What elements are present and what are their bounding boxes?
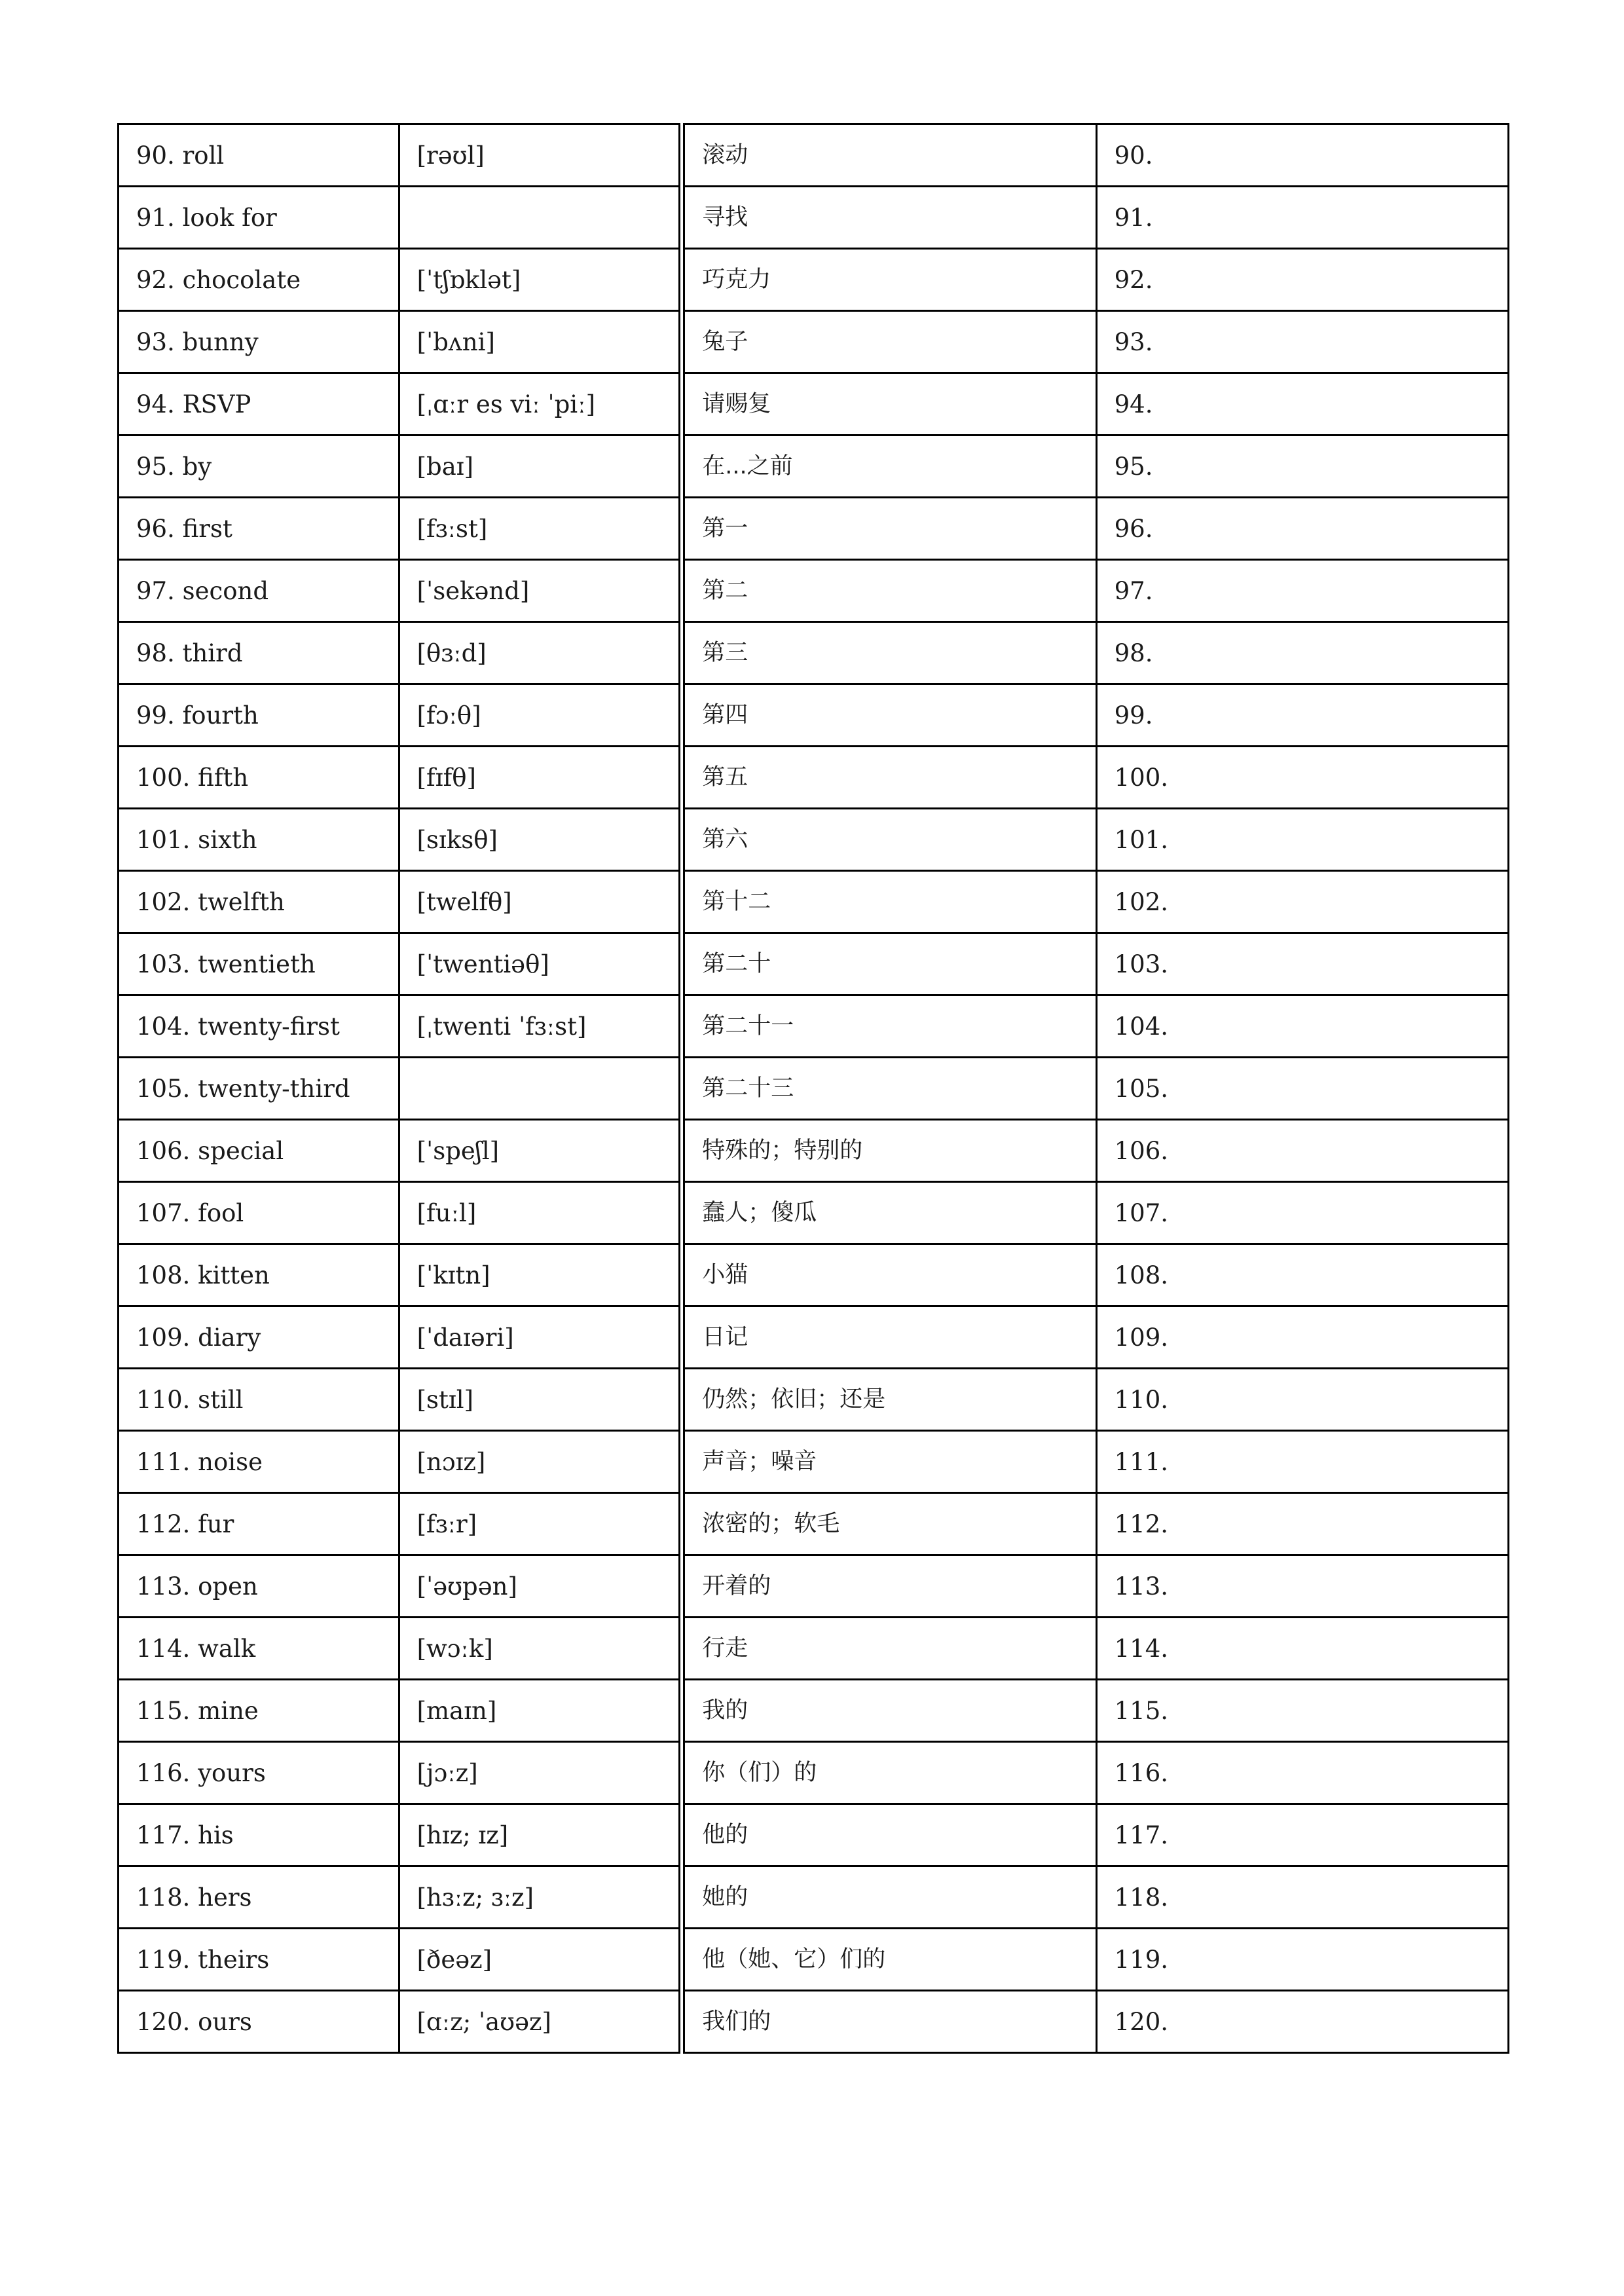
word-cell: 102. twelfth [119, 871, 399, 933]
phonetic-cell: [fuːl] [399, 1182, 682, 1244]
meaning-cell: 他（她、它）们的 [682, 1929, 1096, 1991]
meaning-cell: 小猫 [682, 1244, 1096, 1306]
phonetic-cell: [ˈsekənd] [399, 560, 682, 622]
meaning-cell: 她的 [682, 1866, 1096, 1929]
answer-blank-cell[interactable]: 93. [1096, 311, 1508, 373]
table-row [119, 1555, 1509, 1618]
phonetic-cell: [nɔɪz] [399, 1431, 682, 1493]
phonetic-cell: [sɪksθ] [399, 809, 682, 871]
answer-blank-cell[interactable]: 117. [1096, 1804, 1508, 1866]
phonetic-cell: [ˈspeʃl] [399, 1120, 682, 1182]
phonetic-cell: [ˈkɪtn] [399, 1244, 682, 1306]
table-row [119, 498, 1509, 560]
answer-blank-cell[interactable]: 94. [1096, 373, 1508, 435]
phonetic-cell: [θɜːd] [399, 622, 682, 684]
meaning-cell: 浓密的；软毛 [682, 1493, 1096, 1555]
phonetic-cell: [ˈtwentiəθ] [399, 933, 682, 995]
word-cell: 120. ours [119, 1991, 399, 2053]
word-cell: 95. by [119, 435, 399, 498]
meaning-cell: 第二十一 [682, 995, 1096, 1058]
word-cell: 112. fur [119, 1493, 399, 1555]
phonetic-cell: [stɪl] [399, 1369, 682, 1431]
meaning-cell: 第一 [682, 498, 1096, 560]
meaning-cell: 寻找 [682, 187, 1096, 249]
table-row [119, 1929, 1509, 1991]
meaning-cell: 行走 [682, 1618, 1096, 1680]
answer-blank-cell[interactable]: 112. [1096, 1493, 1508, 1555]
word-cell: 97. second [119, 560, 399, 622]
meaning-cell: 第二十三 [682, 1058, 1096, 1120]
meaning-cell: 滚动 [682, 124, 1096, 187]
table-row [119, 560, 1509, 622]
word-cell: 94. RSVP [119, 373, 399, 435]
word-cell: 106. special [119, 1120, 399, 1182]
word-cell: 115. mine [119, 1680, 399, 1742]
meaning-cell: 在...之前 [682, 435, 1096, 498]
table-row [119, 1431, 1509, 1493]
table-row [119, 1804, 1509, 1866]
answer-blank-cell[interactable]: 102. [1096, 871, 1508, 933]
phonetic-cell: [fɔːθ] [399, 684, 682, 747]
table-row [119, 1369, 1509, 1431]
word-cell: 91. look for [119, 187, 399, 249]
table-row [119, 1991, 1509, 2053]
word-cell: 119. theirs [119, 1929, 399, 1991]
word-cell: 111. noise [119, 1431, 399, 1493]
word-cell: 92. chocolate [119, 249, 399, 311]
meaning-cell: 第十二 [682, 871, 1096, 933]
table-row [119, 1618, 1509, 1680]
table-row [119, 1680, 1509, 1742]
word-cell: 105. twenty-third [119, 1058, 399, 1120]
table-row [119, 1244, 1509, 1306]
answer-blank-cell[interactable]: 104. [1096, 995, 1508, 1058]
word-cell: 113. open [119, 1555, 399, 1618]
word-cell: 103. twentieth [119, 933, 399, 995]
answer-blank-cell[interactable]: 95. [1096, 435, 1508, 498]
meaning-cell: 第三 [682, 622, 1096, 684]
meaning-cell: 你（们）的 [682, 1742, 1096, 1804]
answer-blank-cell[interactable]: 90. [1096, 124, 1508, 187]
meaning-cell: 我的 [682, 1680, 1096, 1742]
meaning-cell: 第五 [682, 747, 1096, 809]
answer-blank-cell[interactable]: 100. [1096, 747, 1508, 809]
table-row [119, 871, 1509, 933]
word-cell: 101. sixth [119, 809, 399, 871]
phonetic-cell: [hɪz; ɪz] [399, 1804, 682, 1866]
word-cell: 96. first [119, 498, 399, 560]
phonetic-cell: [fɜːr] [399, 1493, 682, 1555]
answer-blank-cell[interactable]: 97. [1096, 560, 1508, 622]
table-row [119, 249, 1509, 311]
meaning-cell: 第六 [682, 809, 1096, 871]
answer-blank-cell[interactable]: 91. [1096, 187, 1508, 249]
phonetic-cell: [ðeəz] [399, 1929, 682, 1991]
vocabulary-table [117, 123, 1509, 2054]
word-cell: 90. roll [119, 124, 399, 187]
phonetic-cell: [twelfθ] [399, 871, 682, 933]
table-row [119, 809, 1509, 871]
meaning-cell: 第二 [682, 560, 1096, 622]
table-row [119, 1306, 1509, 1369]
table-row [119, 747, 1509, 809]
meaning-cell: 他的 [682, 1804, 1096, 1866]
table-row [119, 435, 1509, 498]
word-cell: 99. fourth [119, 684, 399, 747]
phonetic-cell: [ˌɑːr es viː ˈpiː] [399, 373, 682, 435]
answer-blank-cell[interactable]: 115. [1096, 1680, 1508, 1742]
answer-blank-cell[interactable]: 92. [1096, 249, 1508, 311]
word-cell: 110. still [119, 1369, 399, 1431]
answer-blank-cell[interactable]: 114. [1096, 1618, 1508, 1680]
answer-blank-cell[interactable]: 108. [1096, 1244, 1508, 1306]
meaning-cell: 蠢人；傻瓜 [682, 1182, 1096, 1244]
table-row [119, 124, 1509, 187]
meaning-cell: 仍然；依旧；还是 [682, 1369, 1096, 1431]
word-cell: 118. hers [119, 1866, 399, 1929]
meaning-cell: 特殊的；特别的 [682, 1120, 1096, 1182]
word-cell: 109. diary [119, 1306, 399, 1369]
table-row [119, 311, 1509, 373]
table-row [119, 622, 1509, 684]
answer-blank-cell[interactable]: 106. [1096, 1120, 1508, 1182]
word-cell: 100. fifth [119, 747, 399, 809]
table-row [119, 373, 1509, 435]
phonetic-cell: [ˈbʌni] [399, 311, 682, 373]
table-row [119, 1493, 1509, 1555]
word-cell: 116. yours [119, 1742, 399, 1804]
phonetic-cell: [jɔːz] [399, 1742, 682, 1804]
answer-blank-cell[interactable]: 118. [1096, 1866, 1508, 1929]
answer-blank-cell[interactable]: 99. [1096, 684, 1508, 747]
phonetic-cell: [ˈtʃɒklət] [399, 249, 682, 311]
meaning-cell: 兔子 [682, 311, 1096, 373]
meaning-cell: 第四 [682, 684, 1096, 747]
phonetic-cell: [fɪfθ] [399, 747, 682, 809]
phonetic-cell [399, 187, 682, 249]
answer-blank-cell[interactable]: 119. [1096, 1929, 1508, 1991]
answer-blank-cell[interactable]: 96. [1096, 498, 1508, 560]
phonetic-cell: [ˈdaɪəri] [399, 1306, 682, 1369]
table-row [119, 187, 1509, 249]
meaning-cell: 我们的 [682, 1991, 1096, 2053]
table-row [119, 1120, 1509, 1182]
answer-blank-cell[interactable]: 111. [1096, 1431, 1508, 1493]
answer-blank-cell[interactable]: 107. [1096, 1182, 1508, 1244]
word-cell: 114. walk [119, 1618, 399, 1680]
meaning-cell: 开着的 [682, 1555, 1096, 1618]
meaning-cell: 巧克力 [682, 249, 1096, 311]
phonetic-cell: [fɜːst] [399, 498, 682, 560]
phonetic-cell: [ˈəʊpən] [399, 1555, 682, 1618]
answer-blank-cell[interactable]: 109. [1096, 1306, 1508, 1369]
word-cell: 93. bunny [119, 311, 399, 373]
table-row [119, 1742, 1509, 1804]
phonetic-cell [399, 1058, 682, 1120]
phonetic-cell: [baɪ] [399, 435, 682, 498]
answer-blank-cell[interactable]: 101. [1096, 809, 1508, 871]
table-row [119, 1866, 1509, 1929]
word-cell: 117. his [119, 1804, 399, 1866]
word-cell: 108. kitten [119, 1244, 399, 1306]
word-cell: 107. fool [119, 1182, 399, 1244]
phonetic-cell: [ˌtwenti ˈfɜːst] [399, 995, 682, 1058]
answer-blank-cell[interactable]: 116. [1096, 1742, 1508, 1804]
table-row [119, 995, 1509, 1058]
table-row [119, 933, 1509, 995]
word-cell: 104. twenty-first [119, 995, 399, 1058]
phonetic-cell: [wɔːk] [399, 1618, 682, 1680]
meaning-cell: 请赐复 [682, 373, 1096, 435]
phonetic-cell: [rəʊl] [399, 124, 682, 187]
table-row [119, 1182, 1509, 1244]
phonetic-cell: [hɜːz; ɜːz] [399, 1866, 682, 1929]
answer-blank-cell[interactable]: 120. [1096, 1991, 1508, 2053]
phonetic-cell: [ɑːz; ˈaʊəz] [399, 1991, 682, 2053]
meaning-cell: 日记 [682, 1306, 1096, 1369]
answer-blank-cell[interactable]: 105. [1096, 1058, 1508, 1120]
answer-blank-cell[interactable]: 110. [1096, 1369, 1508, 1431]
table-row [119, 684, 1509, 747]
vocabulary-table-body [119, 124, 1509, 2053]
answer-blank-cell[interactable]: 103. [1096, 933, 1508, 995]
phonetic-cell: [maɪn] [399, 1680, 682, 1742]
answer-blank-cell[interactable]: 113. [1096, 1555, 1508, 1618]
answer-blank-cell[interactable]: 98. [1096, 622, 1508, 684]
meaning-cell: 第二十 [682, 933, 1096, 995]
table-row [119, 1058, 1509, 1120]
word-cell: 98. third [119, 622, 399, 684]
meaning-cell: 声音；噪音 [682, 1431, 1096, 1493]
